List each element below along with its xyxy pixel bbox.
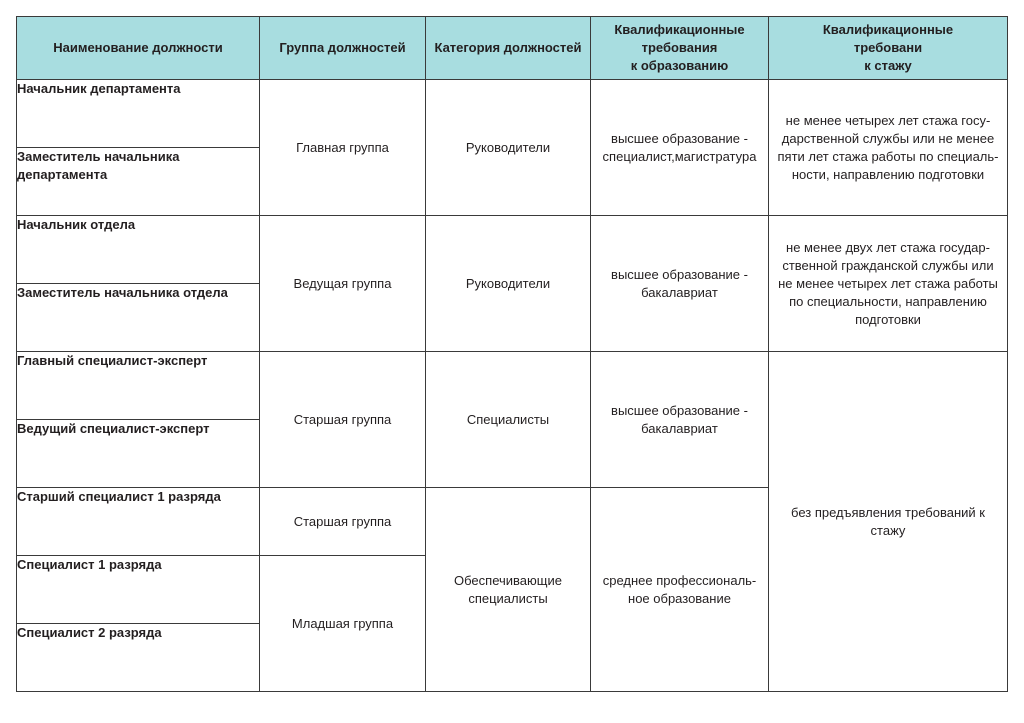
experience-cell: без предъявления требований к стажу — [769, 352, 1008, 692]
education-cell: среднее профессиональ- ное образование — [591, 488, 769, 692]
category-cell: Руководители — [426, 80, 591, 216]
education-cell: высшее образование - специалист,магистратура — [591, 80, 769, 216]
table-row — [17, 80, 1008, 148]
position-cell: Специалист 1 разряда — [17, 556, 260, 624]
position-cell: Начальник департамента — [17, 80, 260, 148]
position-cell: Главный специалист-эксперт — [17, 352, 260, 420]
header-group: Группа должностей — [260, 17, 426, 80]
group-cell: Главная группа — [260, 80, 426, 216]
group-cell: Старшая группа — [260, 352, 426, 488]
position-cell: Заместитель начальника департамента — [17, 148, 260, 216]
group-cell: Ведущая группа — [260, 216, 426, 352]
category-cell: Специалисты — [426, 352, 591, 488]
table-row — [17, 352, 1008, 420]
group-cell: Старшая группа — [260, 488, 426, 556]
experience-cell: не менее двух лет стажа государ- ственной гражданской службы или не менее четырех лет стажа работы по специальности, направлению подготовки — [769, 216, 1008, 352]
position-cell: Специалист 2 разряда — [17, 624, 260, 692]
experience-cell: не менее четырех лет стажа госу- дарственной службы или не менее пяти лет стажа работы по специаль- ности, направлению подготовки — [769, 80, 1008, 216]
header-category: Категория должностей — [426, 17, 591, 80]
position-cell: Ведущий специалист-эксперт — [17, 420, 260, 488]
table-row — [17, 216, 1008, 284]
position-cell: Старший специалист 1 разряда — [17, 488, 260, 556]
position-cell: Заместитель начальника отдела — [17, 284, 260, 352]
qualification-table — [16, 16, 1008, 692]
education-cell: высшее образование - бакалавриат — [591, 352, 769, 488]
education-cell: высшее образование - бакалавриат — [591, 216, 769, 352]
header-row — [17, 17, 1008, 80]
category-cell: Обеспечивающие специалисты — [426, 488, 591, 692]
position-cell: Начальник отдела — [17, 216, 260, 284]
header-experience: Квалификационные требовани к стажу — [769, 17, 1008, 80]
header-education: Квалификационные требования к образованию — [591, 17, 769, 80]
group-cell: Младшая группа — [260, 556, 426, 692]
category-cell: Руководители — [426, 216, 591, 352]
header-position: Наименование должности — [17, 17, 260, 80]
